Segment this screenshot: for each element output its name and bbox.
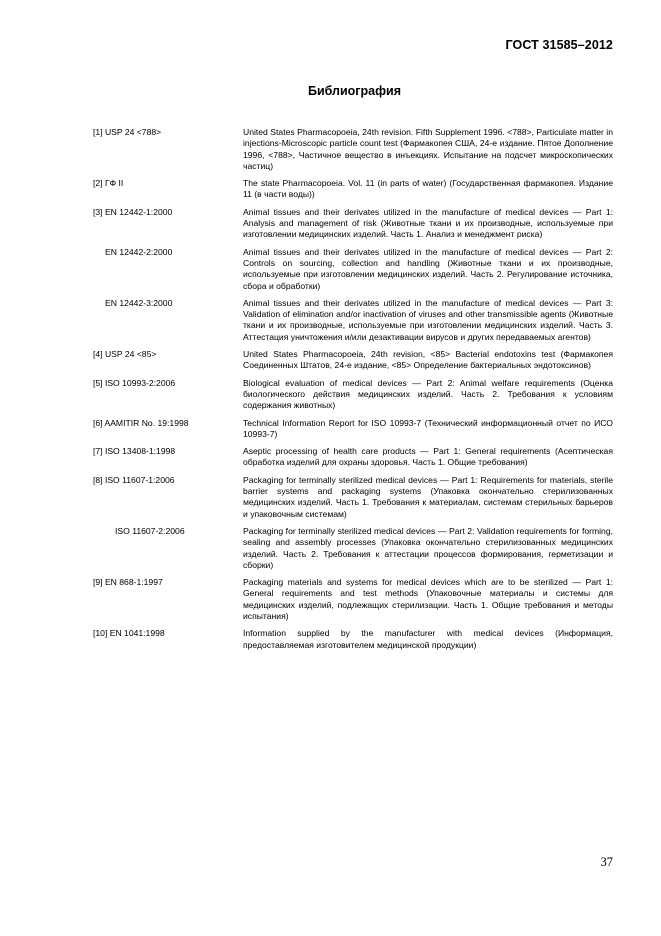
entry-reference: EN 12442-2:2000: [105, 246, 173, 257]
standard-header: ГОСТ 31585–2012: [505, 38, 613, 52]
entry-reference: EN 12442-3:2000: [105, 297, 173, 308]
entry-description: Packaging for terminally sterilized medical devices — Part 1: Requirements for materials, sterile barrier systems and packaging systems (Упаковка окончательно стерилизованных медицинских изделий. Часть 1. Требования к материалам, системам стерильных барьеров и упаковочным системам): [243, 474, 613, 519]
entry-reference: [8] ISO 11607-1:2006: [93, 474, 175, 485]
bibliography-entry: [93, 349, 613, 372]
bibliography-entry: [93, 577, 613, 622]
bibliography-list: [93, 127, 613, 657]
bibliography-entry: [93, 247, 613, 292]
page-title: Библиография: [307, 84, 402, 98]
entry-reference: [5] ISO 10993-2:2006: [93, 377, 176, 388]
entry-reference: ISO 11607-2:2006: [115, 525, 185, 536]
bibliography-entry: [93, 127, 613, 172]
entry-reference: [9] EN 868-1:1997: [93, 577, 163, 588]
bibliography-entry: [93, 298, 613, 343]
bibliography-entry: [93, 207, 613, 241]
entry-description: Animal tissues and their derivates utilized in the manufacture of medical devices — Part 2: Controls on sourcing, collection and handling (Животные ткани и их производные, используемые при изготовлении медицинских изделий. Часть 2. Регулирование источника, сбора и обработки): [243, 246, 613, 291]
entry-reference: [4] USP 24 <85>: [93, 349, 157, 360]
entry-reference: [3] EN 12442-1:2000: [93, 206, 173, 217]
bibliography-entry: [93, 418, 613, 441]
entry-reference: [1] USP 24 <788>: [93, 127, 162, 137]
bibliography-entry: [93, 446, 613, 469]
bibliography-entry: [93, 628, 613, 651]
entry-reference: [6] AAMITIR No. 19:1998: [93, 417, 189, 428]
entry-description: Animal tissues and their derivates utilized in the manufacture of medical devices — Part 3: Validation of elimination and/or inactivation of viruses and other transmissible agents (Животные ткани и их производные, используемые при изготовлении медицинских изделий. Часть 3. Аттестация уничтожения и/или дезактивации вирусов и других передаваемых агентов): [243, 297, 613, 342]
entry-description: United States Pharmacopoeia, 24th revision. Fifth Supplement 1996. <788>, Particulate matter in injections-Microscopic particle count test (Фармакопея США, 24-е издание. Пятое Дополнение 1996, <788>, Частичное вещество в инъекциях. Испытание на подсчет микроскопических частиц): [243, 127, 613, 171]
bibliography-entry: [93, 526, 613, 571]
entry-reference: [2] ГФ II: [93, 178, 124, 189]
entry-description: The state Pharmacopoeia. Vol. 11 (in parts of water) (Государственная фармакопея. Издание 11 (в части воды)): [243, 178, 613, 200]
entry-description: United States Pharmacopoeia, 24th revision, <85> Bacterial endotoxins test (Фармакопея Соединенных Штатов, 24-е издание, <85> Определение бактериальных эндотоксинов): [243, 349, 613, 371]
entry-description: Aseptic processing of health care products — Part 1: General requirements (Асептическая обработка изделий для охраны здоровья. Часть 1. Общие требования): [243, 446, 613, 468]
entry-description: Information supplied by the manufacturer with medical devices (Информация, предоставляемая изготовителем медицинской продукции): [243, 628, 613, 650]
entry-reference: [10] EN 1041:1998: [93, 628, 165, 639]
entry-description: Packaging materials and systems for medical devices which are to be sterilized — Part 1: General requirements and test methods (Упаковочные материалы и системы для медицинских изделий, подлежащих стерилизации. Часть 1. Общие требования и методы испытания): [243, 577, 613, 621]
entry-description: Packaging for terminally sterilized medical devices — Part 2: Validation requirements for forming, sealing and assembly processes (Упаковка окончательно стерилизованных медицинских изделий. Часть 2. Требования к аттестации процессов формирования, герметизации и сборки): [243, 525, 613, 570]
entry-description: Biological evaluation of medical devices — Part 2: Animal welfare requirements (Оценка биологического действия медицинских изделий. Часть 2. Требования к условиям содержания животных): [243, 377, 613, 411]
bibliography-entry: [93, 178, 613, 201]
bibliography-entry: [93, 378, 613, 412]
entry-description: Animal tissues and their derivates utilized in the manufacture of medical devices — Part 1: Analysis and management of risk (Животные ткани и их производные, используемые при изготовлении медицинских изделий. Часть 1. Анализ и менеджмент риска): [243, 206, 613, 240]
page-number: 37: [600, 855, 613, 869]
entry-reference: [7] ISO 13408-1:1998: [93, 446, 176, 457]
bibliography-entry: [93, 475, 613, 520]
entry-description: Technical Information Report for ISO 10993-7 (Технический информационный отчет по ИСО 10993-7): [243, 417, 613, 439]
